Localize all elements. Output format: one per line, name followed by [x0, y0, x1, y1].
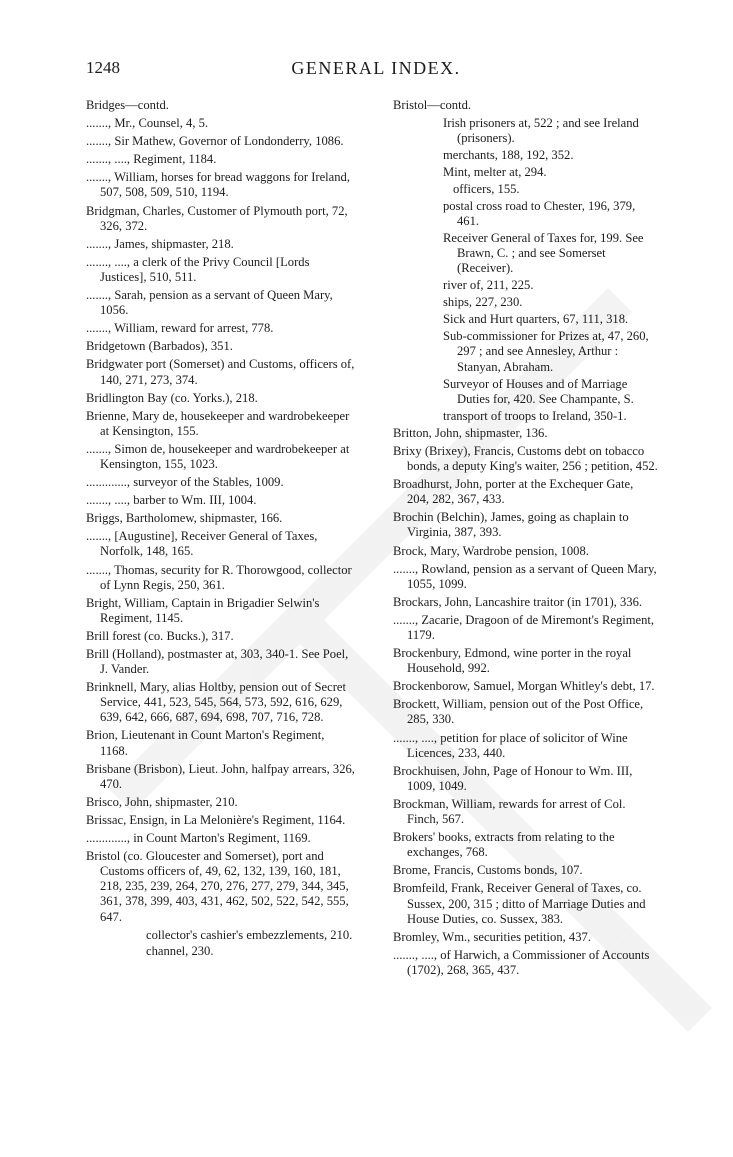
page-number: 1248 — [86, 58, 120, 77]
index-entry: ......., ...., petition for place of solicitor of Wine Licences, 233, 440. — [393, 730, 628, 760]
index-entry: Bridgwater port (Somerset) and Customs, officers of, 140, 271, 273, 374. — [86, 357, 355, 387]
index-entry: Brockett, William, pension out of the Post Office, 285, 330. — [393, 697, 644, 727]
index-entry: Brixy (Brixey), Francis, Customs debt on tobacco bonds, a deputy King's waiter, 256 ; petition, 452. — [393, 443, 658, 474]
index-entry: Brisbane (Brisbon), Lieut. John, halfpay arrears, 326, 470. — [86, 761, 355, 791]
index-entry: Sick and Hurt quarters, 67, 111, 318. — [443, 312, 629, 327]
index-entry: Brockman, William, rewards for arrest of Col. Finch, 567. — [393, 796, 626, 827]
index-entry: Receiver General of Taxes for, 199. See Brawn, C. ; and see Somerset (Receiver). — [443, 230, 644, 275]
index-entry: ......., James, shipmaster, 218. — [86, 236, 234, 251]
index-entry: ......., Zacarie, Dragoon of de Miremont's Regiment, 1179. — [393, 612, 655, 642]
index-entry: ......., Thomas, security for R. Thorowgood, collector of Lynn Regis, 250, 361. — [86, 562, 352, 592]
index-entry: Brockenbury, Edmond, wine porter in the royal Household, 992. — [393, 646, 632, 676]
index-entry: officers, 155. — [453, 182, 520, 197]
index-entry: Bridgman, Charles, Customer of Plymouth port, 72, 326, 372. — [86, 203, 348, 233]
index-entry: Sub-commissioner for Prizes at, 47, 260, 297 ; and see Annesley, Arthur : Stanyan, Abraham. — [443, 329, 649, 374]
index-entry: Bright, William, Captain in Brigadier Selwin's Regiment, 1145. — [86, 595, 320, 625]
index-entry: channel, 230. — [146, 943, 214, 958]
index-entry: ......., [Augustine], Receiver General of Taxes, Norfolk, 148, 165. — [86, 529, 318, 559]
index-entry: Brokers' books, extracts from relating to the exchanges, 768. — [393, 830, 615, 860]
index-entry: ......., Sarah, pension as a servant of Queen Mary, 1056. — [86, 288, 333, 318]
index-entry: merchants, 188, 192, 352. — [443, 148, 574, 163]
index-entry: Brock, Mary, Wardrobe pension, 1008. — [393, 543, 589, 558]
index-entry: ......., Rowland, pension as a servant of Queen Mary, 1055, 1099. — [393, 561, 657, 591]
index-entry: Bridgetown (Barbados), 351. — [86, 339, 233, 354]
index-entry: Irish prisoners at, 522 ; and see Ireland (prisoners). — [443, 116, 639, 146]
index-entry: ......., Simon de, housekeeper and wardrobekeeper at Kensington, 155, 1023. — [86, 441, 350, 471]
index-entry: Brill (Holland), postmaster at, 303, 340-1. See Poel, J. Vander. — [86, 647, 349, 677]
index-entry: Brockars, John, Lancashire traitor (in 1701), 336. — [393, 594, 643, 609]
index-entry: Bridlington Bay (co. Yorks.), 218. — [86, 390, 258, 405]
index-entry: Brinknell, Mary, alias Holtby, pension out of Secret Service, 441, 523, 545, 564, 573, 592, 616, 629, 639, 642, 666, 687, 694, 698, 707, 716, 728. — [86, 680, 346, 725]
index-entry: Brockenborow, Samuel, Morgan Whitley's debt, 17. — [393, 679, 655, 694]
index-entry: Brion, Lieutenant in Count Marton's Regiment, 1168. — [86, 728, 325, 758]
index-entry: collector's cashier's embezzlements, 210. — [146, 927, 353, 942]
page-header — [86, 58, 666, 82]
index-entry: Brome, Francis, Customs bonds, 107. — [393, 863, 583, 878]
index-entry: Brochin (Belchin), James, going as chaplain to Virginia, 387, 393. — [393, 510, 629, 540]
index-entry: ......., William, horses for bread waggons for Ireland, 507, 508, 509, 510, 1194. — [86, 170, 351, 200]
index-entry: Brienne, Mary de, housekeeper and wardrobekeeper at Kensington, 155. — [86, 408, 350, 438]
index-entry: Briggs, Bartholomew, shipmaster, 166. — [86, 511, 283, 526]
index-entry: ............., in Count Marton's Regiment, 1169. — [86, 831, 311, 846]
index-entry: postal cross road to Chester, 196, 379, 461. — [443, 198, 636, 228]
index-entry: Bristol—contd. — [393, 98, 472, 112]
index-entry: Mint, melter at, 294. — [443, 165, 547, 180]
page-title: GENERAL INDEX. — [291, 58, 461, 78]
index-entry: Broadhurst, John, porter at the Exchequer Gate, 204, 282, 367, 433. — [393, 477, 634, 507]
index-entry: ......., William, reward for arrest, 778. — [86, 321, 274, 336]
index-entry: ......., Mr., Counsel, 4, 5. — [86, 116, 209, 131]
index-entry: Britton, John, shipmaster, 136. — [393, 425, 548, 440]
index-entry: ......., ...., a clerk of the Privy Council [Lords Justices], 510, 511. — [86, 254, 310, 284]
index-entry: Bromfeild, Frank, Receiver General of Taxes, co. Sussex, 200, 315 ; ditto of Marriage Duties and House Duties, co. Sussex, 383. — [393, 881, 646, 926]
index-entry: Surveyor of Houses and of Marriage Duties for, 420. See Champante, S. — [443, 376, 634, 406]
index-entry: Brissac, Ensign, in La Melonière's Regiment, 1164. — [86, 812, 346, 827]
index-entry: river of, 211, 225. — [443, 278, 534, 293]
index-entry: ......., ...., Regiment, 1184. — [86, 152, 217, 167]
index-entry: ships, 227, 230. — [443, 295, 523, 310]
index-entry: Brisco, John, shipmaster, 210. — [86, 794, 238, 809]
index-entry: Bromley, Wm., securities petition, 437. — [393, 929, 591, 944]
index-column-right — [393, 98, 658, 981]
index-entry: ......., ...., barber to Wm. III, 1004. — [86, 493, 257, 508]
index-entry: Brill forest (co. Bucks.), 317. — [86, 628, 234, 643]
index-entry: transport of troops to Ireland, 350-1. — [443, 408, 627, 423]
index-column-left — [86, 98, 355, 960]
index-entry: ............., surveyor of the Stables, 1009. — [86, 475, 284, 490]
index-entry: ......., Sir Mathew, Governor of Londonderry, 1086. — [86, 134, 344, 149]
index-entry: ......., ...., of Harwich, a Commissioner of Accounts (1702), 268, 365, 437. — [393, 947, 650, 977]
index-entry: Bridges—contd. — [86, 98, 169, 112]
index-entry: Bristol (co. Gloucester and Somerset), port and Customs officers of, 49, 62, 132, 139, 160, 181, 218, 235, 239, 264, 270, 276, 277, 279, 344, 345, 361, 378, 399, 403, 431, 462, 502, 522, 542, 555, 647. — [86, 849, 349, 924]
index-entry: Brockhuisen, John, Page of Honour to Wm. III, 1009, 1049. — [393, 763, 633, 793]
